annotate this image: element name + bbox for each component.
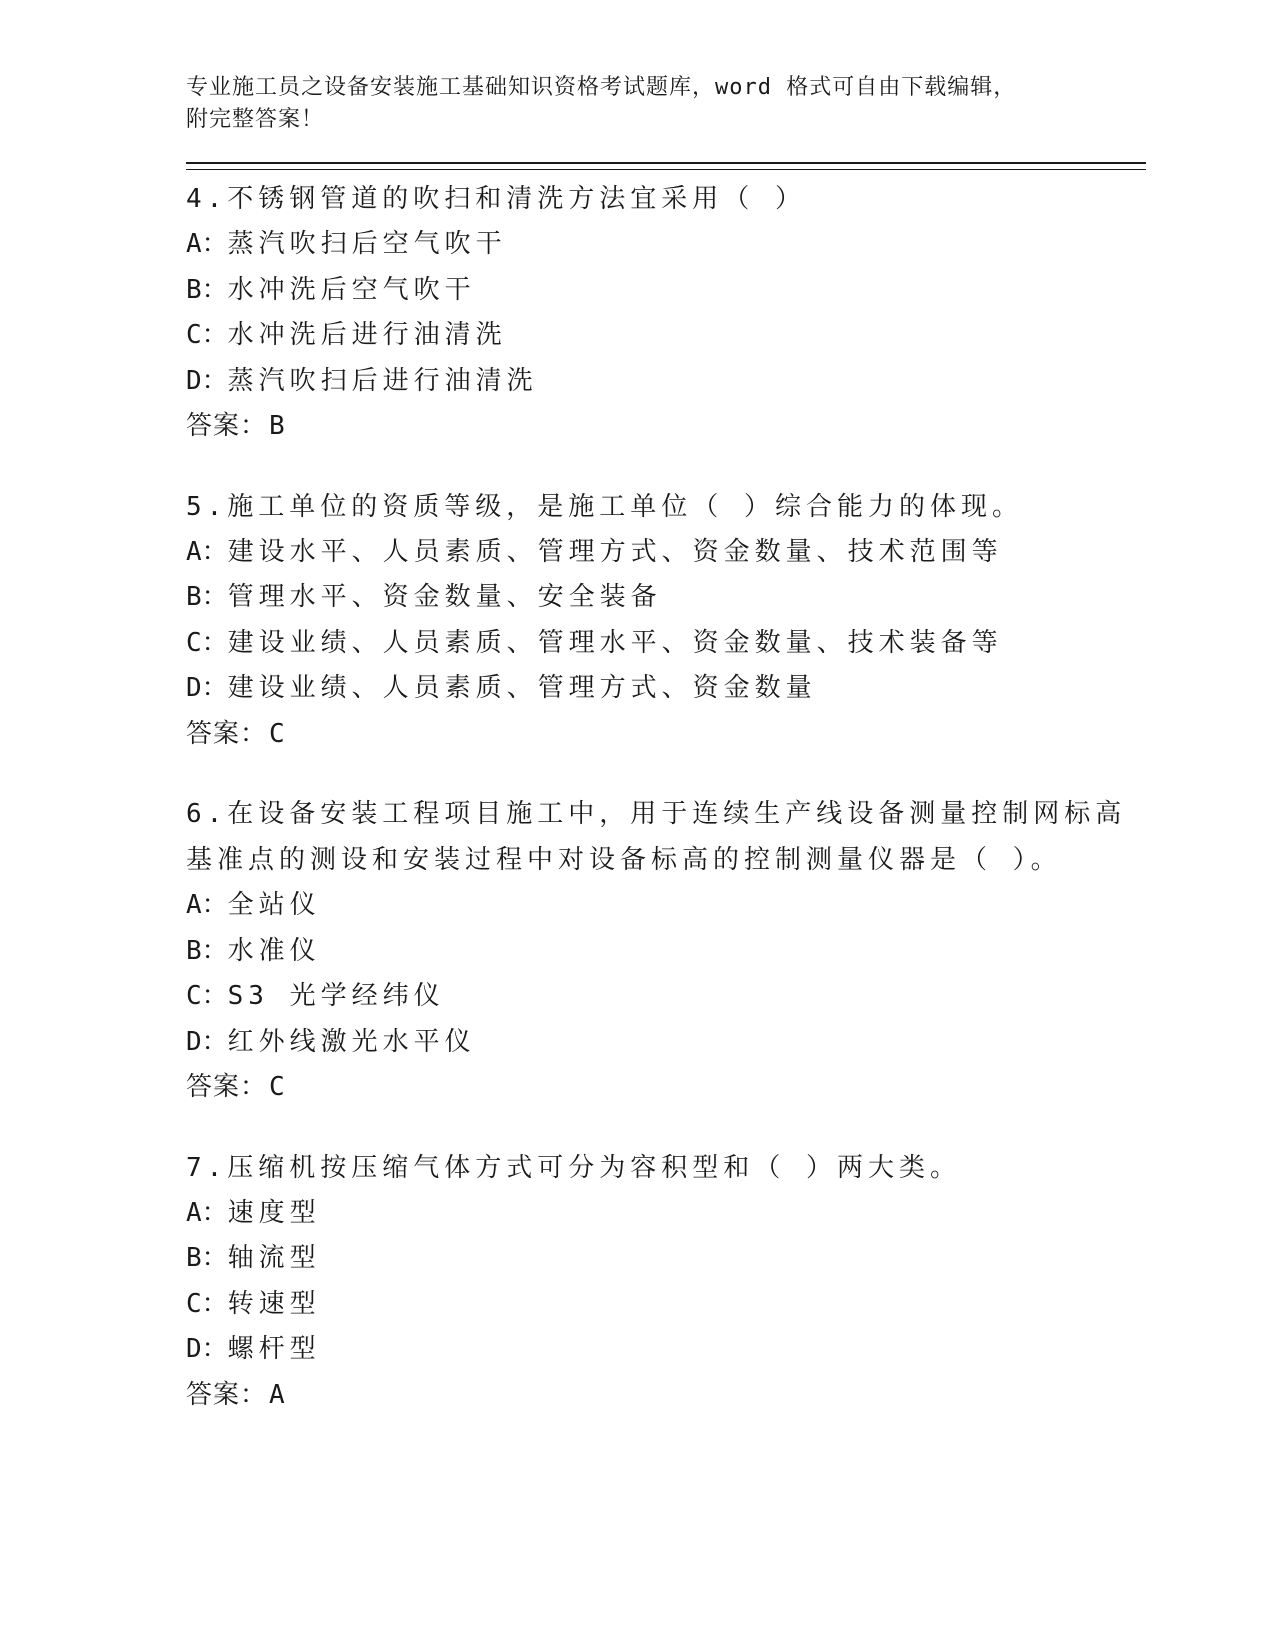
- option-text: 转速型: [227, 1288, 321, 1319]
- option-a: [186, 222, 1146, 268]
- question-4: [186, 176, 1146, 450]
- option-c: [186, 974, 1146, 1020]
- option-key: A：: [186, 1197, 228, 1228]
- option-d: [186, 666, 1146, 712]
- question-list: [186, 176, 1146, 1418]
- option-text: 建设业绩、人员素质、管理方式、资金数量: [227, 673, 817, 703]
- option-text: 水冲洗后空气吹干: [227, 274, 476, 305]
- document-page: [186, 72, 1146, 1452]
- option-text: 蒸汽吹扫后进行油清洗: [227, 365, 538, 396]
- option-a: [186, 1191, 1146, 1237]
- option-d: [186, 1020, 1146, 1066]
- answer-label: 答案：: [186, 1379, 268, 1410]
- question-7: [186, 1145, 1146, 1419]
- question-stem: 4.不锈钢管道的吹扫和清洗方法宜采用（ ）: [186, 184, 806, 214]
- option-text: 红外线激光水平仪: [227, 1026, 476, 1057]
- option-a: [186, 883, 1146, 929]
- question-5: [186, 484, 1146, 758]
- option-key: D：: [186, 365, 228, 396]
- option-b: [186, 268, 1146, 314]
- option-text: 速度型: [227, 1197, 321, 1228]
- answer-line: [186, 1065, 1146, 1111]
- answer-label: 答案：: [186, 718, 268, 749]
- option-key: B：: [186, 274, 228, 305]
- option-text: 水准仪: [227, 935, 321, 966]
- option-text: 蒸汽吹扫后空气吹干: [227, 229, 507, 259]
- option-key: B：: [186, 1243, 228, 1273]
- answer-value: C: [269, 718, 286, 749]
- document-header: [186, 72, 1146, 136]
- option-b: [186, 575, 1146, 621]
- option-key: C：: [186, 981, 228, 1011]
- option-text: 螺杆型: [227, 1334, 321, 1364]
- option-text: 建设业绩、人员素质、管理水平、资金数量、技术装备等: [227, 627, 1003, 658]
- answer-line: [186, 404, 1146, 450]
- option-text: 建设水平、人员素质、管理方式、资金数量、技术范围等: [227, 536, 1003, 567]
- answer-line: [186, 1373, 1146, 1419]
- question-6: [186, 791, 1146, 1111]
- option-key: C：: [186, 627, 228, 658]
- answer-line: [186, 712, 1146, 758]
- answer-value: C: [269, 1072, 286, 1102]
- option-a: [186, 530, 1146, 576]
- option-key: A：: [186, 536, 228, 567]
- option-c: [186, 313, 1146, 359]
- option-key: C：: [186, 1288, 228, 1319]
- option-text: 水冲洗后进行油清洗: [227, 320, 507, 350]
- option-text: 全站仪: [227, 890, 321, 920]
- header-line-1: 专业施工员之设备安装施工基础知识资格考试题库，word 格式可自由下载编辑，: [186, 75, 1017, 100]
- option-key: C：: [186, 320, 228, 350]
- answer-value: A: [269, 1379, 286, 1410]
- option-d: [186, 359, 1146, 405]
- option-key: B：: [186, 582, 228, 612]
- option-text: 管理水平、资金数量、安全装备: [227, 582, 662, 612]
- option-key: D：: [186, 1334, 228, 1364]
- option-d: [186, 1327, 1146, 1373]
- option-b: [186, 1236, 1146, 1282]
- option-key: B：: [186, 935, 228, 966]
- option-key: D：: [186, 1026, 228, 1057]
- option-c: [186, 1282, 1146, 1328]
- option-text: 轴流型: [227, 1243, 321, 1273]
- option-key: A：: [186, 890, 228, 920]
- option-key: D：: [186, 673, 228, 703]
- option-key: A：: [186, 229, 228, 259]
- question-stem: 7.压缩机按压缩气体方式可分为容积型和（ ）两大类。: [186, 1152, 961, 1183]
- header-divider: [186, 162, 1146, 170]
- option-b: [186, 929, 1146, 975]
- answer-value: B: [269, 411, 286, 441]
- answer-label: 答案：: [186, 411, 268, 441]
- question-stem: 5.施工单位的资质等级，是施工单位（ ）综合能力的体现。: [186, 491, 1023, 522]
- option-text: S3 光学经纬仪: [227, 981, 445, 1011]
- answer-label: 答案：: [186, 1072, 268, 1102]
- option-c: [186, 621, 1146, 667]
- question-stem: 6.在设备安装工程项目施工中，用于连续生产线设备测量控制网标高基准点的测设和安装过程中对设备标高的控制测量仪器是（ ）。: [186, 799, 1127, 875]
- header-line-2: 附完整答案！: [186, 107, 325, 132]
